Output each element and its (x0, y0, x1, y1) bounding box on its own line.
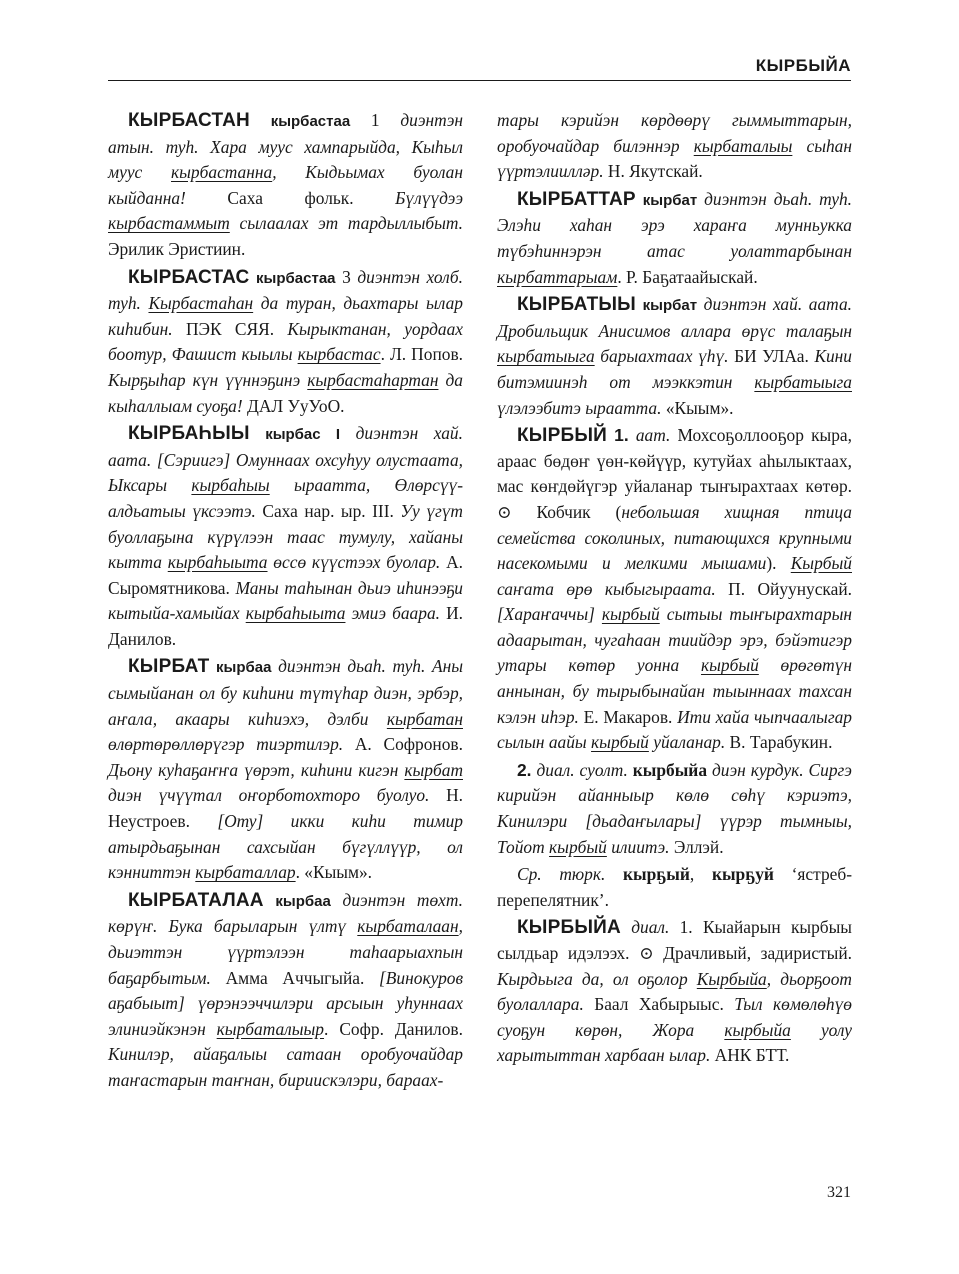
headword: КЫРБАТЫЫ (517, 294, 636, 316)
headword: КЫРБАСТАС (128, 266, 250, 288)
example-text: өлөртөрөллөрүгэр тиэртилэр. (108, 734, 355, 755)
example-text: Кырдьыга да, ол оҕолор (497, 968, 697, 989)
example-word: кырбаталыыр (216, 1018, 325, 1039)
example-word: кырбастанна (171, 162, 273, 183)
citation-source: Саха нар. ыр. III. (262, 500, 401, 521)
etymology-note (497, 862, 852, 913)
example-word: кырбаһыы (191, 475, 270, 496)
citation-source: АНК БТТ. (714, 1045, 790, 1066)
citation-source: Эллэй. (673, 836, 724, 857)
example-word: кырбаттарыам (497, 266, 618, 287)
citation-source: Е. Макаров. (583, 706, 678, 727)
entry-kyrbyia (497, 915, 852, 1069)
example-text: Тыл көмөлөһүө суоҕун көрөн, Жора (497, 994, 852, 1040)
example-text: барыахтаах үһү. (594, 346, 735, 367)
example-word: Кырбастаһан (148, 293, 254, 314)
example-word: кырбый (700, 655, 759, 676)
citation-source: А. Сыромятникова. (108, 552, 463, 598)
example-text: [Хараҥаччы] (497, 604, 602, 625)
example-word: кырбаһыыта (245, 603, 346, 624)
citation-source: И. Данилов. (108, 603, 463, 649)
base-form: кырбастаа (270, 113, 351, 130)
translation-gloss: небольшая хищная птица семейства соколиных, питающихся крупными насекомыми и мелкими мышами (497, 501, 852, 574)
example-text: тары кэрийэн көрдөөрү гыммыттарын, оробуочайдар билэннэр (497, 110, 852, 156)
citation-source: Эрилик Эристиин. (108, 238, 246, 259)
punctuation: ). (766, 553, 791, 574)
example-text: өрөгөтүн аннынан, бу тырыбынайан тыыннаах тахсан кэлэн иһэр. (497, 655, 852, 727)
punctuation: , (689, 864, 712, 885)
example-word: кырбат (404, 759, 463, 780)
definition-text: диэнтэн хай. аата. [Сэриигэ] Омуннаах охсуһуу олустаата, Ыксары (108, 423, 463, 496)
example-text: , дьиэттэн үүртэлээн таһаарыахпын баҕарбытым. (108, 916, 463, 988)
punctuation: . (380, 344, 390, 365)
example-text: Бүлүүдээ (395, 187, 463, 208)
example-text: Кырыктанан, уордаах боотур, Фашист кыылы (108, 318, 463, 365)
example-word: кырбатыыга (754, 371, 852, 392)
citation-source: Н. Якутскай. (607, 161, 703, 182)
example-text: ыраатта, Өлөрсүү-алдьатыы үксээтэ. (108, 475, 463, 521)
punctuation: . (617, 266, 627, 287)
citation-source: Софр. Данилов. (339, 1018, 463, 1039)
example-text: уолу харытыттан харбаан ылар. (497, 1019, 852, 1066)
citation-source: Р. Баҕатаайыскай. (626, 266, 758, 287)
headword: КЫРБАСТАН (128, 110, 250, 131)
example-text: Маны таһынан дьиэ иһинээҕи кытыйа-хамыйах (108, 577, 464, 624)
citation-source: ДАЛ УуУоО. (246, 395, 345, 416)
base-form: кырбастаа (256, 269, 336, 287)
example-word: кырбаталлар (195, 862, 296, 883)
example-word: кырбастаммыт (108, 213, 230, 234)
entry-kyrbastan (108, 108, 463, 263)
entry-kyrbatalaa (108, 888, 463, 1094)
base-form: кырбаа (275, 892, 331, 910)
example-text: , Кыдьымах буолан кыйданна! (108, 162, 463, 208)
example-text: Кырҕыһар күн үүннэҕинэ (108, 369, 308, 390)
example-text: сытыы тыҥырахтарын адаарытан, чугаһаан тиийдэр эрэ, бэйэтигэр утары көтөр уонна (497, 604, 852, 676)
base-form: кырбат (642, 191, 698, 209)
definition-text: диэнтэн хай. аата. Дробильщик Анисимов аллара өрүс талаҕын (497, 294, 852, 341)
punctuation: . (295, 862, 305, 883)
example-word: кырбаталаан (357, 916, 459, 937)
example-word: кырбатан (386, 708, 463, 729)
headword: КЫРБАҺЫЫ (128, 423, 250, 445)
citation-source: А. Софронов. (354, 734, 463, 755)
right-column (497, 108, 852, 1071)
entry-kyrbyi-sense-2 (497, 758, 852, 860)
sense-number: 1. (614, 425, 629, 446)
cognate-word: кырҕый (623, 864, 690, 885)
entry-kyrbastas (108, 265, 463, 420)
definition-text: диэнтэн төхт. көрүҥ. Бука барыларын үлтү (108, 889, 463, 937)
example-text: Ити хайа чыпчаалыгар сылын аайы (497, 706, 852, 753)
headword: КЫРБЫЙА (517, 917, 621, 939)
example-word: Кырбый (790, 553, 852, 574)
entry-kyrbattar (497, 187, 852, 290)
base-form: кырбыйа (632, 759, 708, 780)
example-text: Уу үгүт буоллаҕына күрүлээн таас тумулу, хайаны кытта (108, 500, 463, 573)
example-text: Сиргэ кирийэн айанныыр көлө сөһү кэриэтэ, Кинилэри [дьадаҥылары] үүрэр тымныы, Тойот (497, 759, 852, 857)
base-form: кырбат (642, 297, 698, 315)
sense-number: 3 (335, 266, 358, 287)
definition-text: Мохсоҕоллооҕор кыра, араас бөдөҥ үөн-көйүүр, кутуйах аһылыктаах, мас көҥдөйүгэр уйаланар тыҥырахтаах көтөр. (497, 425, 852, 497)
entry-kyrbatyy (497, 292, 852, 421)
example-text: сыһан үүртэлиилләр. (497, 135, 852, 182)
citation-source: «Кыым». (665, 397, 734, 418)
entry-continuation (497, 108, 852, 185)
circle-dot-icon: ⊙ (639, 943, 654, 963)
definition-text: диэнтэн дьаһ. туһ. Элэһи хаһан эрэ хараҥа мунньукка түбэһиннэрэн атас уолаттарбынан (497, 188, 852, 261)
citation-source: ПЭК СЯЯ. (185, 318, 288, 339)
citation-source: П. Ойуунускай. (728, 578, 852, 599)
example-word: кырбый (601, 604, 660, 625)
page-number: 321 (827, 1184, 851, 1201)
example-text: эмиэ баара. (345, 603, 447, 624)
etymology-label: Ср. тюрк. (517, 864, 623, 885)
example-word: кырбастаһартан (307, 369, 439, 390)
sense-number: 2. (517, 759, 532, 780)
citation-source: Амма Аччыгыйа. (225, 967, 380, 988)
left-column (108, 108, 463, 1096)
definition-text: 1. Кыайарын кырбыы сылдьар идэлээх. (497, 917, 852, 963)
punctuation: . (324, 1018, 340, 1039)
example-text: үлэлээбитэ ыраатта. (497, 397, 666, 418)
cognate-gloss: ‘ястреб-перепелятник’. (497, 864, 852, 910)
definition-text: диэн курдук. (707, 759, 809, 780)
entry-kyrbat (108, 654, 463, 885)
example-word: кырбатыыга (497, 346, 595, 367)
cognate-word: кырҕуй (711, 864, 774, 885)
translation-text: Драчливый, задиристый. (653, 943, 852, 963)
headword: КЫРБАТ (128, 656, 210, 678)
example-word: кырбыйа (724, 1019, 791, 1040)
example-text: Кини битэмиинэһ от мээккэтин (497, 346, 853, 392)
example-text: , дьорҕоот буолаллара. (497, 968, 852, 1015)
citation-source: «Кыым». (304, 862, 373, 883)
part-of-speech: диал. суолт. (531, 759, 633, 780)
example-word: кырбаталыы (693, 135, 793, 156)
part-of-speech: диал. (620, 917, 680, 938)
citation-source: В. Тарабукин. (729, 732, 833, 753)
translation-text: Кобчик ( (511, 501, 622, 522)
definition-text: диэнтэн дьаһ. туһ. Аны сымыйанан ол бу киһини түтүһар диэн, эрбэр, аҥала, акаары киһиэхэ, дэлби (108, 656, 463, 729)
headword: КЫРБАТАЛАА (128, 889, 264, 911)
definition-text: диэнтэн атын. туһ. Хара муус хампарыйда, Кыһыл муус (108, 110, 463, 183)
example-word: кырбый (549, 836, 607, 857)
example-text: [Винокуров аҕабыыт] үөрэнээччилэри арсыын уһуннаах элиниэйкэнэн (108, 967, 464, 1039)
example-word: кырбый (591, 732, 649, 753)
header-rule (108, 80, 851, 81)
base-form: кырбаа (216, 659, 272, 677)
citation-source: Н. Неустроев. (108, 785, 463, 832)
part-of-speech: аат. (628, 425, 678, 446)
example-text: [Оту] икки киһи тимир атырдьаҕынан сахсыйан бүгүллүүр, ол кэнниттэн (108, 811, 463, 883)
example-text: саҥата өрө кыбыгыраата. (497, 578, 729, 599)
citation-source: Саха фольк. (227, 187, 396, 208)
example-text: уйаланар. (648, 732, 730, 753)
base-form: кырбас I (265, 426, 341, 444)
headword: КЫРБАТТАР (517, 188, 636, 210)
example-text: да кыһаллыам суоҕа! (108, 369, 463, 416)
example-text: сылаалах эт тардыллыбыт. (229, 213, 463, 234)
citation-source: Баал Хабырыыс. (594, 994, 735, 1015)
entry-kyrbahyy (108, 421, 463, 652)
example-word: кырбаһыыта (167, 552, 268, 573)
example-text: илиитэ. (606, 836, 674, 857)
example-word: кырбастас (297, 344, 381, 365)
circle-dot-icon: ⊙ (497, 501, 512, 522)
example-word: Кырбыйа (696, 968, 767, 989)
example-text: өссө күүстээх буолар. (267, 552, 447, 573)
example-text: Дьону куһаҕаҥҥа үөрэт, киһини кигэн (108, 759, 405, 780)
example-text: Кинилэр, айаҕалыы сатаан оробуочайдар таҥастарын таҥнан, бириискэлэри, бараах- (108, 1044, 463, 1090)
example-text: диэн үчүүтал оҥорботохторо буолуо. (108, 785, 447, 806)
sense-number: 1 (350, 110, 401, 130)
definition-text: диэнтэн холб. туһ. (108, 266, 463, 314)
headword: КЫРБЫЙ (517, 425, 607, 447)
running-head: КЫРБЫЙА (755, 56, 851, 75)
example-text: да туран, дьахтары ылар киһибин. (108, 293, 463, 339)
entry-kyrbyi (497, 423, 852, 756)
citation-source: БИ УЛАа. (734, 346, 815, 367)
citation-source: Л. Попов. (389, 344, 464, 365)
